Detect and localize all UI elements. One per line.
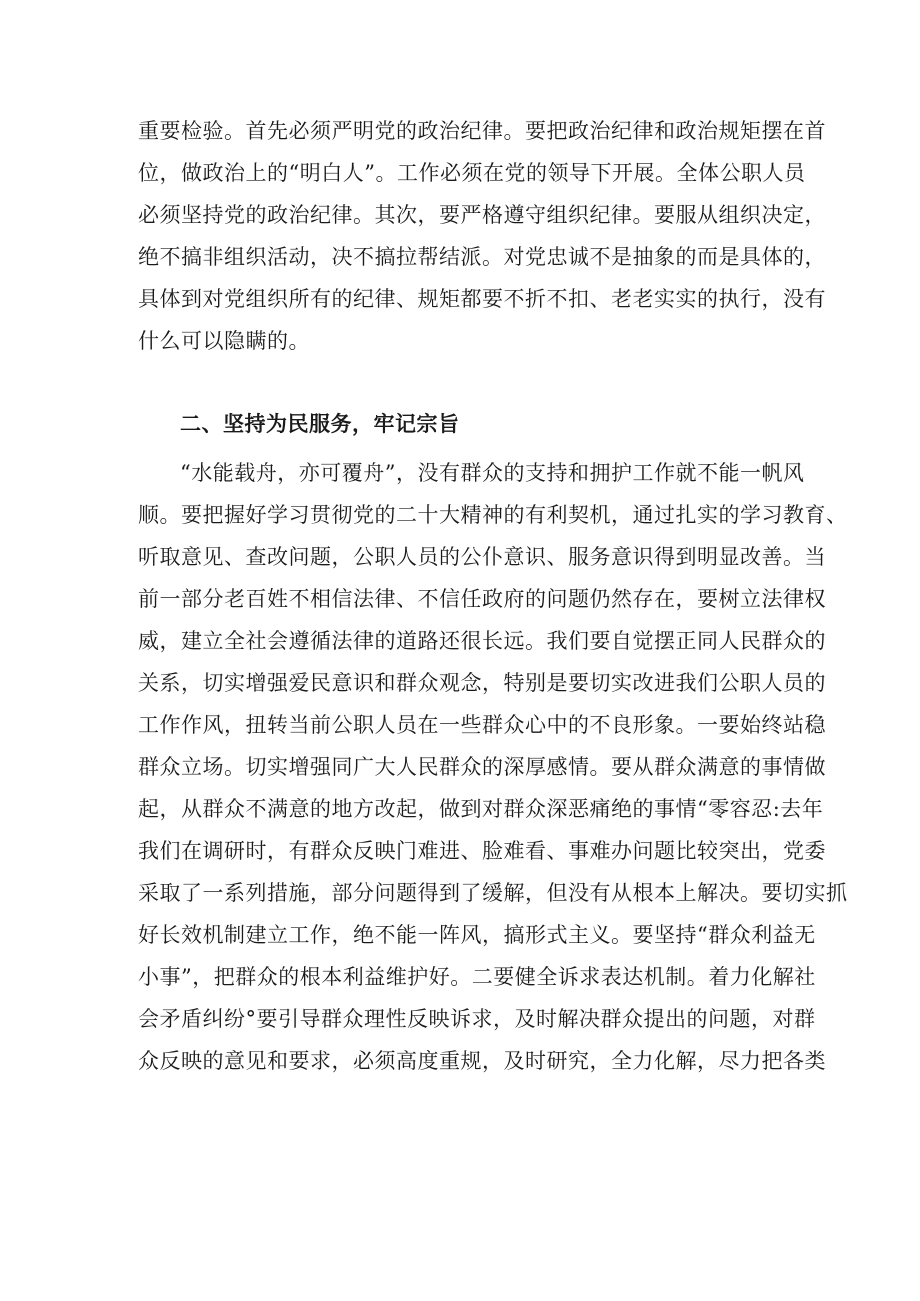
paragraph-line: 起，从群众不满意的地方改起，做到对群众深恶痛绝的事情“零容忍:去年 [138, 797, 824, 821]
paragraph-line: 工作作风，扭转当前公职人员在一些群众心中的不良形象。一要始终站稳 [138, 713, 826, 737]
paragraph-line: “水能载舟，亦可覆舟”，没有群众的支持和拥护工作就不能一帆风 [180, 461, 805, 485]
paragraph-line: 什么可以隐瞒的。 [138, 329, 310, 353]
paragraph-line: 前一部分老百姓不相信法律、不信任政府的问题仍然存在，要树立法律权 [138, 587, 826, 611]
paragraph-line: 听取意见、查改问题，公职人员的公仆意识、服务意识得到明显改善。当 [138, 545, 826, 569]
paragraph-line: 关系，切实增强爱民意识和群众观念，特别是要切实改进我们公职人员的 [138, 671, 826, 695]
paragraph-line: 威，建立全社会遵循法律的道路还很长远。我们要自觉摆正同人民群众的 [138, 629, 826, 653]
paragraph-line: 重要检验。首先必须严明党的政治纪律。要把政治纪律和政治规矩摆在首 [138, 119, 826, 143]
section-heading: 二、坚持为民服务，牢记宗旨 [180, 412, 460, 436]
paragraph-line: 会矛盾纠纷°要引导群众理性反映诉求，及时解决群众提出的问题，对群 [138, 1007, 816, 1031]
paragraph-line: 小事”，把群众的根本利益维护好。二要健全诉求表达机制。着力化解社 [138, 965, 816, 989]
paragraph-line: 众反映的意见和要求，必须高度重规，及时研究，全力化解，尽力把各类 [138, 1049, 826, 1073]
paragraph-line: 必须坚持党的政治纪律。其次，要严格遵守组织纪律。要服从组织决定， [138, 203, 826, 227]
paragraph-line: 好长效机制建立工作，绝不能一阵风，搞形式主义。要坚持“群众利益无 [138, 923, 816, 947]
paragraph-line: 具体到对党组织所有的纪律、规矩都要不折不扣、老老实实的执行，没有 [138, 287, 826, 311]
paragraph-line: 我们在调研时，有群众反映门难进、脸难看、事难办问题比较突出，党委 [138, 839, 826, 863]
paragraph-1 [138, 110, 826, 362]
paragraph-line: 采取了一系列措施，部分问题得到了缓解，但没有从根本上解决。要切实抓 [138, 881, 848, 905]
paragraph-line: 顺。要把握好学习贯彻党的二十大精神的有利契机，通过扎实的学习教育、 [138, 503, 848, 527]
paragraph-2 [138, 452, 848, 1082]
paragraph-line: 群众立场。切实增强同广大人民群众的深厚感情。要从群众满意的事情做 [138, 755, 826, 779]
paragraph-line: 绝不搞非组织活动，决不搞拉帮结派。对党忠诚不是抽象的而是具体的， [138, 245, 826, 269]
paragraph-line: 位，做政治上的“明白人”。工作必须在党的领导下开展。全体公职人员 [138, 161, 806, 185]
